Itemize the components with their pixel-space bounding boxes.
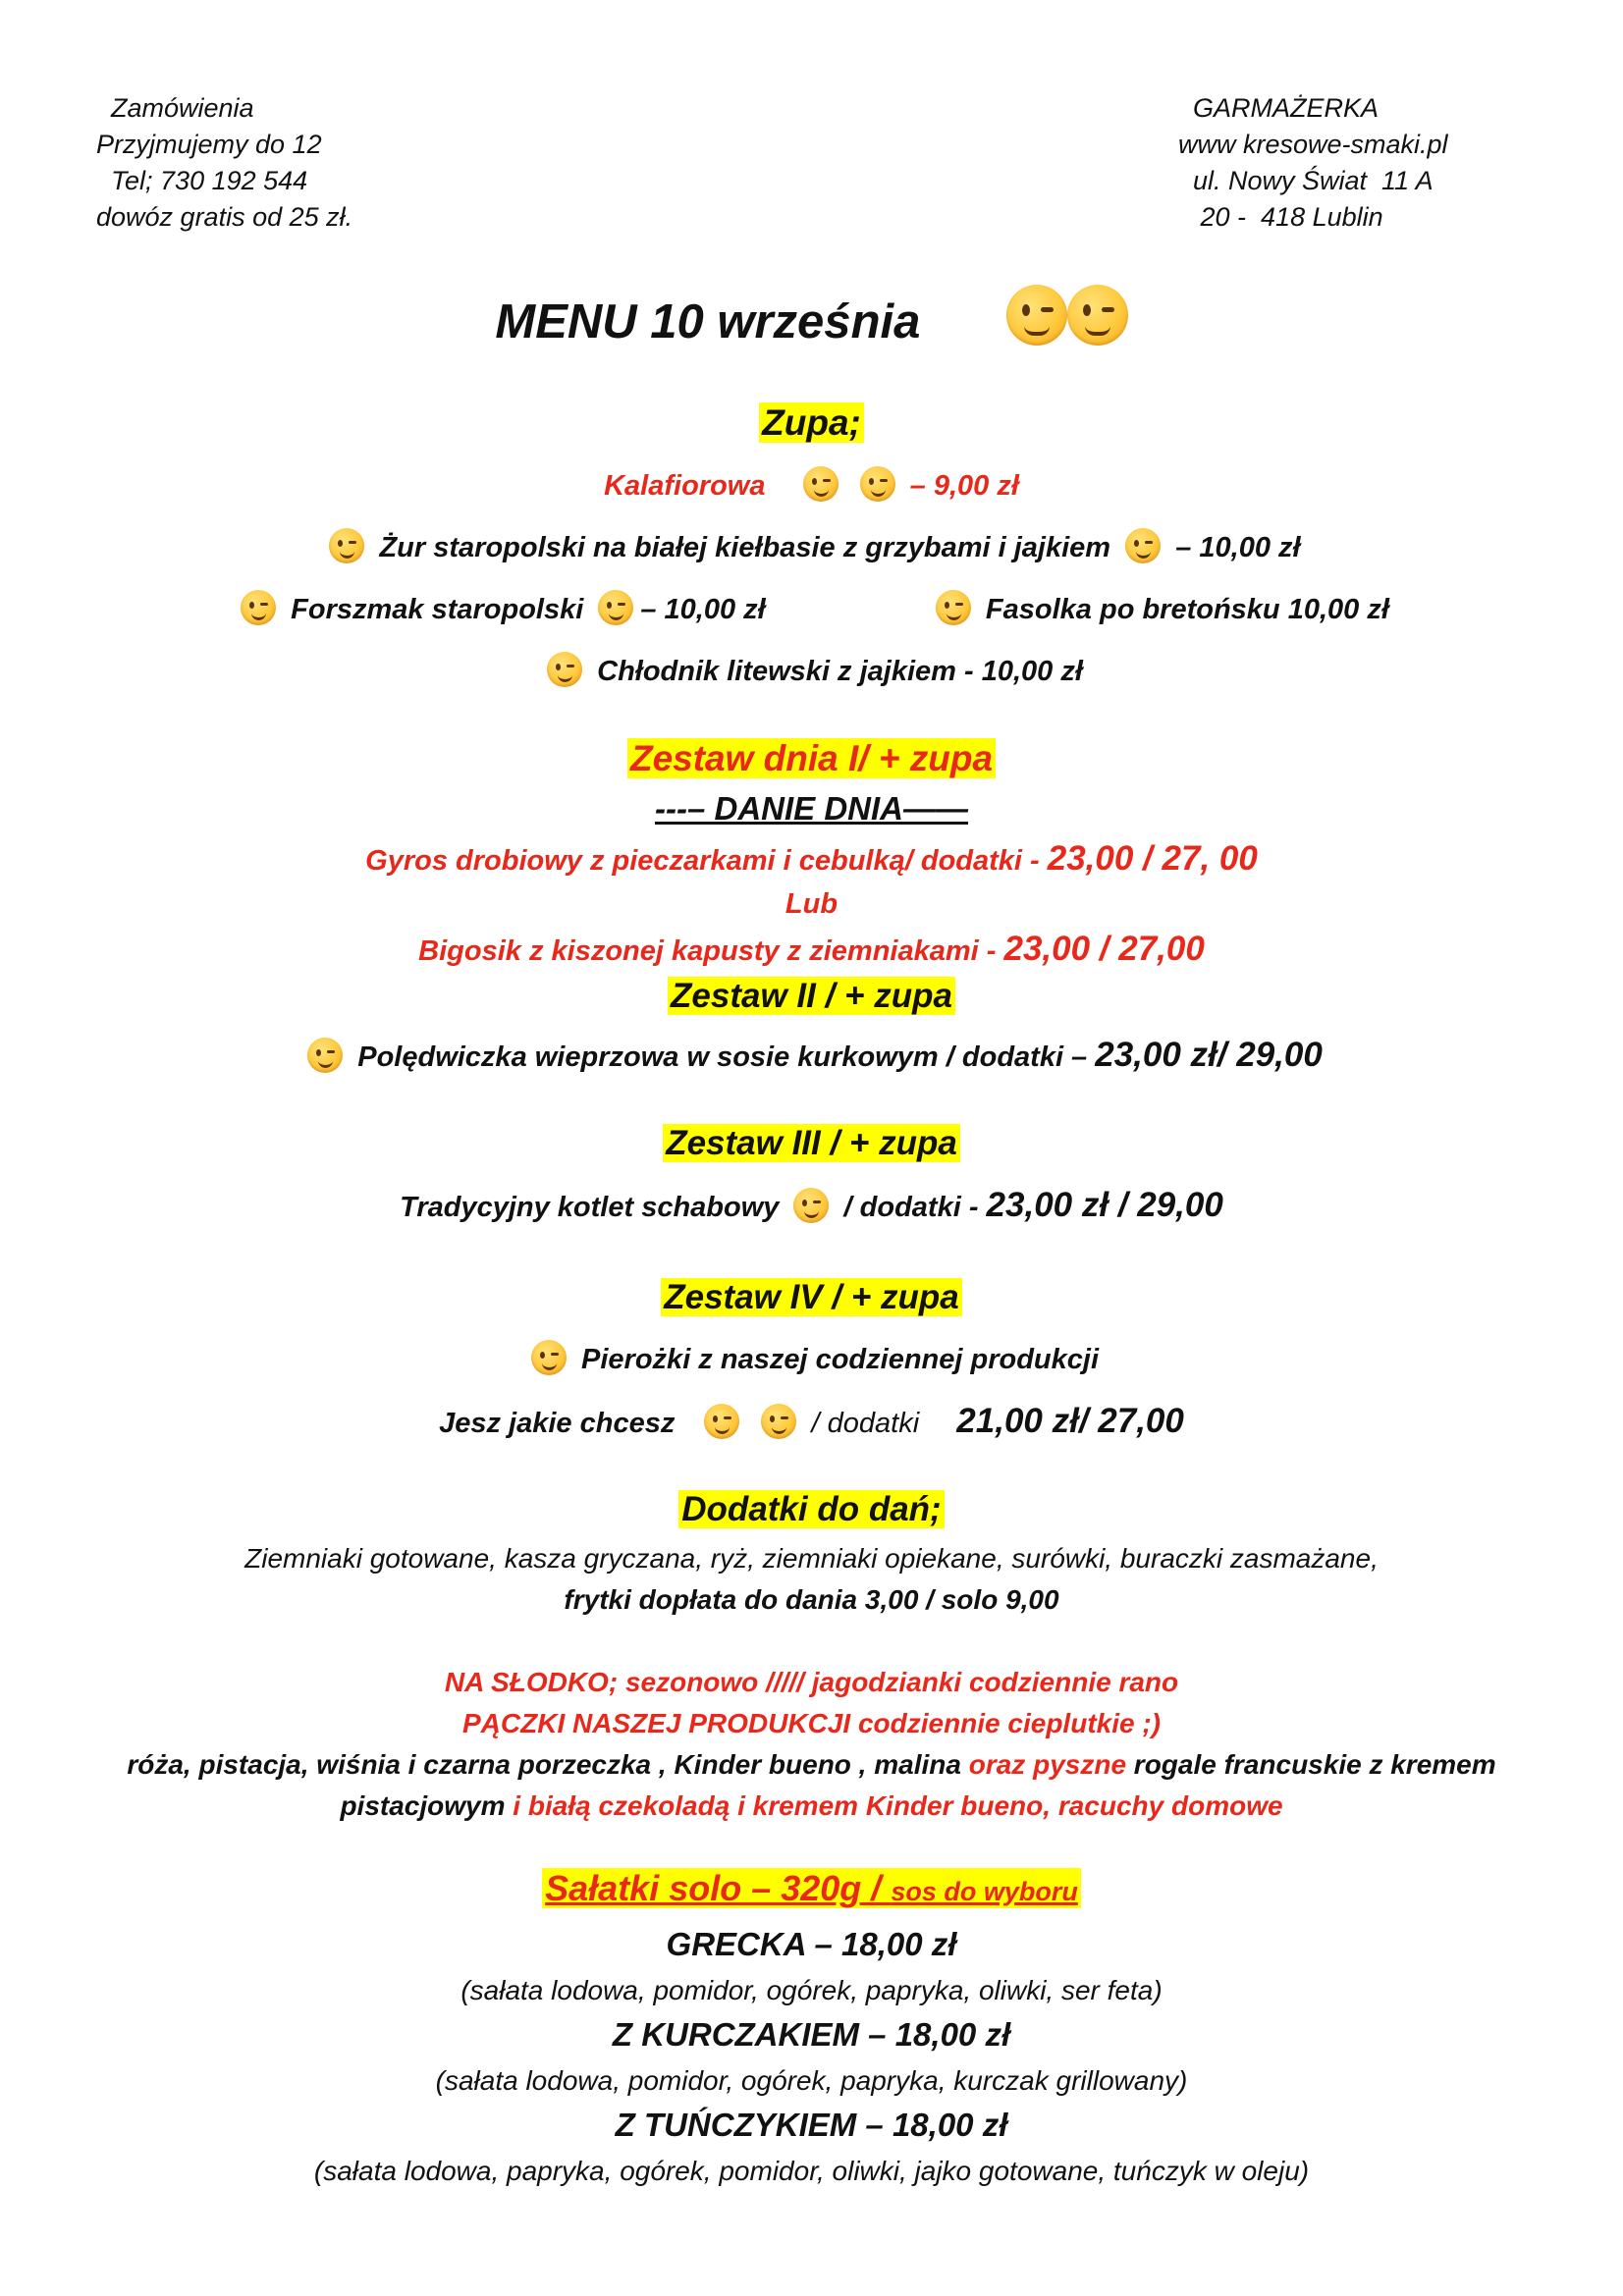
winking-face-icon <box>1067 285 1128 346</box>
salad-tuna-desc: (sałata lodowa, papryka, ogórek, pomidor, oliwki, jajko gotowane, tuńczyk w oleju) <box>313 2156 1310 2186</box>
winking-face-icon <box>547 652 582 687</box>
winking-face-icon <box>329 528 364 563</box>
set4-dodatki: / dodatki <box>811 1408 920 1439</box>
set2-price: 23,00 zł/ 29,00 <box>1095 1036 1323 1074</box>
shop-city: 20 - 418 Lublin <box>1178 202 1383 232</box>
set3-price: 23,00 zł / 29,00 <box>986 1186 1223 1224</box>
set1-heading: Zestaw dnia I/ + zupa <box>627 738 996 778</box>
sides-heading-row <box>0 1490 1623 1529</box>
kalafiorowa-name: Kalafiorowa <box>604 470 766 502</box>
chlodnik-item: Chłodnik litewski z jajkiem - 10,00 zł <box>597 656 1083 687</box>
winking-face-icon <box>936 590 971 625</box>
set2-item: Polędwiczka wieprzowa w sosie kurkowym / dodatki – <box>357 1041 1096 1073</box>
set1-or <box>0 888 1623 921</box>
header-left <box>96 90 352 236</box>
salad-greek: GRECKA – 18,00 zł <box>666 1926 957 1962</box>
menu-title: MENU 10 września <box>495 295 921 348</box>
set4-heading-row <box>0 1278 1623 1317</box>
orders-phone: Tel; 730 192 544 <box>96 166 308 195</box>
winking-face-icon <box>761 1404 796 1439</box>
winking-face-icon <box>860 466 895 502</box>
bigosik-price: 23,00 / 27,00 <box>1003 930 1205 968</box>
winking-face-icon <box>704 1404 739 1439</box>
sweet-croissants: rogale francuskie z kremem <box>1126 1749 1496 1780</box>
set1-subheading-row <box>0 790 1623 828</box>
winking-face-icon <box>307 1038 343 1073</box>
sweet-and: oraz pyszne <box>968 1749 1127 1780</box>
set4-item: Pierożki z naszej codziennej produkcji <box>581 1344 1100 1375</box>
set4-choice: Jesz jakie chcesz <box>439 1408 676 1439</box>
soup-heading: Zupa; <box>759 402 864 443</box>
sides-fries: frytki dopłata do dania 3,00 / solo 9,00 <box>564 1584 1059 1615</box>
orders-label: Zamówienia <box>96 93 254 123</box>
set3-dodatki: / dodatki - <box>843 1192 987 1223</box>
salads-heading: Sałatki solo – 320g / sos do wyboru <box>542 1868 1081 1908</box>
salad-chicken-desc: (sałata lodowa, pomidor, ogórek, papryka, kurczak grillowany) <box>435 2065 1188 2096</box>
set2-item-row <box>0 1036 1623 1075</box>
set1-gyros <box>0 839 1623 879</box>
soup-kalafiorowa <box>0 466 1623 503</box>
sweet-pistachio: pistacjowym <box>340 1790 514 1821</box>
set2-heading-row <box>0 977 1623 1016</box>
sweet-line-4 <box>0 1790 1623 1822</box>
set3-heading: Zestaw III / + zupa <box>663 1124 960 1162</box>
winking-face-icon <box>531 1340 567 1375</box>
set3-item: Tradycyjny kotlet schabowy <box>400 1192 780 1223</box>
salads-sauce: sos do wyboru <box>891 1877 1078 1906</box>
delivery-info: dowóz gratis od 25 zł. <box>96 202 353 232</box>
soup-chlodnik <box>0 652 1623 688</box>
winking-face-icon <box>803 466 839 502</box>
set3-item-row <box>0 1186 1623 1225</box>
sweet-flavours: róża, pistacja, wiśnia i czarna porzeczka , Kinder bueno , malina <box>127 1749 969 1780</box>
sweet-line-3 <box>0 1749 1623 1781</box>
winking-face-icon <box>1125 528 1161 563</box>
set2-heading: Zestaw II / + zupa <box>668 977 955 1015</box>
winking-face-icon <box>241 590 276 625</box>
gyros-price: 23,00 / 27, 00 <box>1047 839 1258 878</box>
menu-title-row <box>0 285 1623 349</box>
winking-face-icon <box>598 590 633 625</box>
zur-price: – 10,00 zł <box>1175 532 1301 563</box>
set4-heading: Zestaw IV / + zupa <box>661 1278 962 1316</box>
zur-name: Żur staropolski na białej kiełbasie z grzybami i jajkiem <box>379 532 1111 563</box>
orders-time: Przyjmujemy do 12 <box>96 130 322 159</box>
winking-face-icon <box>793 1188 829 1223</box>
salad-chicken: Z KURCZAKIEM – 18,00 zł <box>612 2016 1011 2053</box>
set4-item-row <box>0 1340 1623 1376</box>
salads-heading-row <box>0 1868 1623 1909</box>
forszmak-name: Forszmak staropolski <box>291 594 584 625</box>
set1-heading-row <box>0 738 1623 779</box>
header-right <box>1178 90 1448 236</box>
sides-heading: Dodatki do dań; <box>678 1490 944 1528</box>
forszmak-price: – 10,00 zł <box>640 594 766 625</box>
soup-heading-row <box>0 402 1623 444</box>
gyros-name: Gyros drobiowy z pieczarkami i cebulką/ dodatki - <box>365 845 1048 877</box>
soup-forszmak-fasolka <box>0 590 1623 626</box>
salad-greek-desc: (sałata lodowa, pomidor, ogórek, papryka, oliwki, ser feta) <box>460 1975 1163 2005</box>
set1-bigosik <box>0 930 1623 969</box>
salad-tuna: Z TUŃCZYKIEM – 18,00 zł <box>615 2107 1008 2143</box>
winking-face-icon <box>1006 285 1067 346</box>
dish-of-day-heading: ---– DANIE DNIA—— <box>655 790 968 827</box>
bigosik-name: Bigosik z kiszonej kapusty z ziemniakami - <box>418 935 1004 967</box>
set4-choice-row <box>0 1402 1623 1441</box>
or-label: Lub <box>784 888 839 920</box>
fasolka-item: Fasolka po bretońsku 10,00 zł <box>985 594 1389 625</box>
shop-website: www kresowe-smaki.pl <box>1178 130 1448 159</box>
sweet-rest: i białą czekoladą i kremem Kinder bueno, racuchy domowe <box>513 1790 1283 1821</box>
kalafiorowa-price: – 9,00 zł <box>909 470 1019 502</box>
soup-zur <box>0 528 1623 564</box>
set4-price: 21,00 zł/ 27,00 <box>956 1402 1184 1440</box>
sweet-line-1: NA SŁODKO; sezonowo ///// jagodzianki codziennie rano <box>444 1667 1179 1697</box>
shop-street: ul. Nowy Świat 11 A <box>1178 166 1434 195</box>
sides-list: Ziemniaki gotowane, kasza gryczana, ryż, ziemniaki opiekane, surówki, buraczki zasmażane, <box>244 1543 1379 1574</box>
shop-name: GARMAŻERKA <box>1178 93 1380 123</box>
set3-heading-row <box>0 1124 1623 1163</box>
sweet-line-2: PĄCZKI NASZEJ PRODUKCJI codziennie cieplutkie ;) <box>462 1708 1161 1738</box>
